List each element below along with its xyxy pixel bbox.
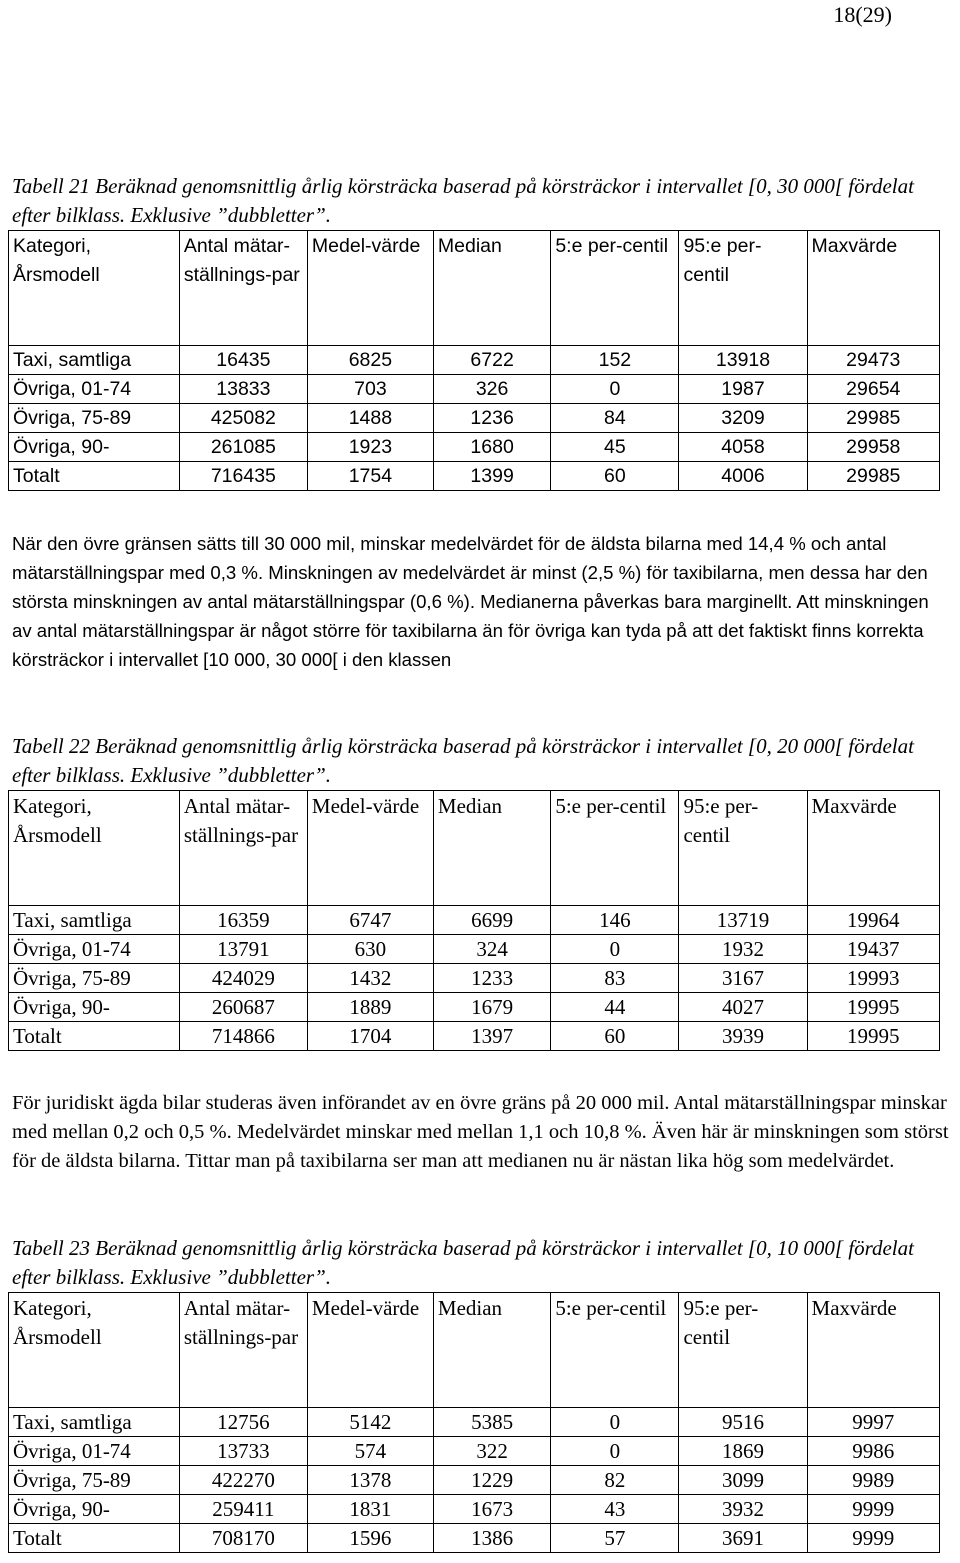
cell-category: Övriga, 01-74: [9, 375, 180, 404]
cell-category: Taxi, samtliga: [9, 346, 180, 375]
cell-max: 9999: [807, 1524, 939, 1553]
cell-median: 6722: [433, 346, 550, 375]
cell-max: 19995: [807, 993, 939, 1022]
header-mean: Medel-värde: [307, 791, 433, 906]
cell-p5: 0: [551, 375, 679, 404]
cell-p5: 82: [551, 1466, 679, 1495]
cell-count: 13733: [179, 1437, 307, 1466]
cell-median: 322: [433, 1437, 550, 1466]
cell-p95: 13719: [679, 906, 807, 935]
header-count: Antal mätar-ställnings-par: [179, 791, 307, 906]
cell-max: 29473: [807, 346, 939, 375]
cell-p95: 3099: [679, 1466, 807, 1495]
cell-median: 1397: [433, 1022, 550, 1051]
header-max: Maxvärde: [807, 231, 939, 346]
cell-max: 19964: [807, 906, 939, 935]
table-22: [8, 790, 940, 1051]
cell-median: 1386: [433, 1524, 550, 1553]
cell-median: 1399: [433, 462, 550, 491]
cell-p5: 0: [551, 935, 679, 964]
cell-max: 19993: [807, 964, 939, 993]
cell-p95: 1987: [679, 375, 807, 404]
cell-p95: 3939: [679, 1022, 807, 1051]
header-category: Kategori, Årsmodell: [9, 1293, 180, 1408]
cell-category: Övriga, 75-89: [9, 964, 180, 993]
table-row: [9, 1495, 940, 1524]
cell-count: 424029: [179, 964, 307, 993]
cell-category: Övriga, 01-74: [9, 935, 180, 964]
cell-median: 1236: [433, 404, 550, 433]
cell-p95: 3691: [679, 1524, 807, 1553]
cell-max: 19995: [807, 1022, 939, 1051]
cell-count: 425082: [179, 404, 307, 433]
cell-p95: 9516: [679, 1408, 807, 1437]
cell-p5: 60: [551, 462, 679, 491]
table-row: [9, 993, 940, 1022]
header-p5: 5:e per-centil: [551, 791, 679, 906]
cell-median: 1233: [433, 964, 550, 993]
cell-mean: 1889: [307, 993, 433, 1022]
cell-mean: 703: [307, 375, 433, 404]
header-count: Antal mätar-ställnings-par: [179, 231, 307, 346]
cell-p5: 0: [551, 1408, 679, 1437]
table-row: [9, 346, 940, 375]
table-header-row: [9, 791, 940, 906]
cell-max: 29654: [807, 375, 939, 404]
cell-p95: 1932: [679, 935, 807, 964]
cell-median: 1673: [433, 1495, 550, 1524]
cell-category: Taxi, samtliga: [9, 906, 180, 935]
header-median: Median: [433, 1293, 550, 1408]
cell-mean: 1432: [307, 964, 433, 993]
cell-median: 1680: [433, 433, 550, 462]
cell-p5: 0: [551, 1437, 679, 1466]
cell-mean: 1754: [307, 462, 433, 491]
cell-p5: 146: [551, 906, 679, 935]
cell-count: 16359: [179, 906, 307, 935]
cell-p5: 152: [551, 346, 679, 375]
table-row: [9, 1466, 940, 1495]
cell-count: 13791: [179, 935, 307, 964]
cell-mean: 1923: [307, 433, 433, 462]
table-row: [9, 1437, 940, 1466]
cell-p95: 4058: [679, 433, 807, 462]
cell-mean: 1596: [307, 1524, 433, 1553]
cell-count: 259411: [179, 1495, 307, 1524]
cell-count: 708170: [179, 1524, 307, 1553]
paragraph-2: För juridiskt ägda bilar studeras även införandet av en övre gräns på 20 000 mil. Antal mätarställningspar minskar med mellan 0,2 och 0,5 %. Medelvärdet minskar med mellan 1,1 och 10,8 %. Även här är minskningen som störst för de äldsta bilarna. Tittar man på taxibilarna ser man att medianen nu är nästan lika hög som medelvärdet.: [12, 1092, 949, 1172]
cell-mean: 1488: [307, 404, 433, 433]
cell-p95: 1869: [679, 1437, 807, 1466]
cell-p5: 83: [551, 964, 679, 993]
cell-p5: 43: [551, 1495, 679, 1524]
header-count: Antal mätar-ställnings-par: [179, 1293, 307, 1408]
cell-mean: 6747: [307, 906, 433, 935]
cell-max: 9997: [807, 1408, 939, 1437]
cell-category: Övriga, 90-: [9, 433, 180, 462]
cell-p5: 84: [551, 404, 679, 433]
cell-category: Övriga, 75-89: [9, 1466, 180, 1495]
table-row: [9, 375, 940, 404]
cell-mean: 1378: [307, 1466, 433, 1495]
cell-category: Övriga, 90-: [9, 1495, 180, 1524]
table-row: [9, 404, 940, 433]
cell-p5: 60: [551, 1022, 679, 1051]
header-p5: 5:e per-centil: [551, 1293, 679, 1408]
table-row: [9, 935, 940, 964]
cell-count: 422270: [179, 1466, 307, 1495]
cell-max: 9999: [807, 1495, 939, 1524]
cell-p95: 3209: [679, 404, 807, 433]
table-row: [9, 1022, 940, 1051]
header-mean: Medel-värde: [307, 1293, 433, 1408]
cell-count: 12756: [179, 1408, 307, 1437]
cell-max: 19437: [807, 935, 939, 964]
table-21-caption: Tabell 21 Beräknad genomsnittlig årlig körsträcka baserad på körsträckor i intervallet [0, 30 000[ fördelat efter bilklass. Exklusive ”dubbletter”.: [12, 174, 914, 227]
paragraph-1: När den övre gränsen sätts till 30 000 mil, minskar medelvärdet för de äldsta bilarna med 14,4 % och antal mätarställningspar med 0,3 %. Minskningen av medelvärdet är minst (2,5 %) för taxibilarna, men dessa har den största minskningen av antal mätarställningspar (0,6 %). Medianerna påverkas bara marginellt. Att minskningen av antal mätarställningspar är något större för taxibilarna än för övriga kan tyda på att det faktiskt finns korrekta körsträckor i intervallet [10 000, 30 000[ i den klassen: [12, 533, 929, 670]
cell-category: Övriga, 90-: [9, 993, 180, 1022]
table-row: [9, 1408, 940, 1437]
cell-p95: 4006: [679, 462, 807, 491]
cell-median: 326: [433, 375, 550, 404]
header-median: Median: [433, 231, 550, 346]
cell-median: 5385: [433, 1408, 550, 1437]
cell-median: 1229: [433, 1466, 550, 1495]
cell-mean: 1831: [307, 1495, 433, 1524]
table-23-caption: Tabell 23 Beräknad genomsnittlig årlig körsträcka baserad på körsträckor i intervallet [0, 10 000[ fördelat efter bilklass. Exklusive ”dubbletter”.: [12, 1236, 914, 1289]
table-row: [9, 462, 940, 491]
cell-p95: 4027: [679, 993, 807, 1022]
cell-p5: 45: [551, 433, 679, 462]
cell-count: 716435: [179, 462, 307, 491]
header-p5: 5:e per-centil: [551, 231, 679, 346]
cell-p95: 3932: [679, 1495, 807, 1524]
cell-category: Totalt: [9, 1022, 180, 1051]
cell-max: 9989: [807, 1466, 939, 1495]
cell-count: 714866: [179, 1022, 307, 1051]
table-22-caption: Tabell 22 Beräknad genomsnittlig årlig körsträcka baserad på körsträckor i intervallet [0, 20 000[ fördelat efter bilklass. Exklusive ”dubbletter”.: [12, 734, 914, 787]
cell-median: 6699: [433, 906, 550, 935]
table-row: [9, 906, 940, 935]
cell-count: 16435: [179, 346, 307, 375]
cell-max: 29985: [807, 462, 939, 491]
cell-category: Övriga, 01-74: [9, 1437, 180, 1466]
cell-mean: 574: [307, 1437, 433, 1466]
cell-count: 260687: [179, 993, 307, 1022]
cell-count: 261085: [179, 433, 307, 462]
header-max: Maxvärde: [807, 1293, 939, 1408]
cell-category: Taxi, samtliga: [9, 1408, 180, 1437]
cell-max: 9986: [807, 1437, 939, 1466]
cell-median: 324: [433, 935, 550, 964]
header-max: Maxvärde: [807, 791, 939, 906]
header-p95: 95:e per-centil: [679, 791, 807, 906]
header-median: Median: [433, 791, 550, 906]
cell-category: Totalt: [9, 462, 180, 491]
header-category: Kategori, Årsmodell: [9, 231, 180, 346]
cell-median: 1679: [433, 993, 550, 1022]
cell-mean: 1704: [307, 1022, 433, 1051]
table-header-row: [9, 1293, 940, 1408]
table-23: [8, 1292, 940, 1553]
cell-mean: 6825: [307, 346, 433, 375]
cell-category: Övriga, 75-89: [9, 404, 180, 433]
header-category: Kategori, Årsmodell: [9, 791, 180, 906]
cell-max: 29958: [807, 433, 939, 462]
cell-count: 13833: [179, 375, 307, 404]
header-mean: Medel-värde: [307, 231, 433, 346]
cell-p5: 57: [551, 1524, 679, 1553]
table-row: [9, 1524, 940, 1553]
header-p95: 95:e per-centil: [679, 1293, 807, 1408]
table-header-row: [9, 231, 940, 346]
cell-mean: 630: [307, 935, 433, 964]
cell-p5: 44: [551, 993, 679, 1022]
header-p95: 95:e per-centil: [679, 231, 807, 346]
table-row: [9, 964, 940, 993]
table-row: [9, 433, 940, 462]
cell-p95: 3167: [679, 964, 807, 993]
table-21: [8, 230, 940, 491]
cell-p95: 13918: [679, 346, 807, 375]
cell-category: Totalt: [9, 1524, 180, 1553]
cell-max: 29985: [807, 404, 939, 433]
page-number: 18(29): [833, 2, 892, 27]
cell-mean: 5142: [307, 1408, 433, 1437]
